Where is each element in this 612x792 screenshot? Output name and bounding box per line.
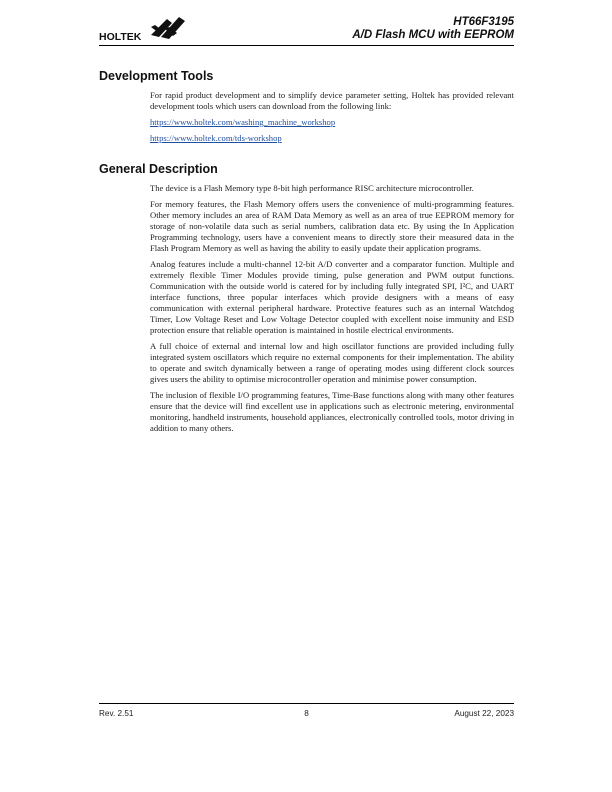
header-subtitle: A/D Flash MCU with EEPROM bbox=[352, 29, 514, 41]
description-paragraph: The device is a Flash Memory type 8-bit high performance RISC architecture microcontroller. bbox=[150, 183, 474, 193]
description-paragraph: Analog features include a multi-channel 12-bit A/D converter and a comparator function. Multiple and extremely flexible Timer Modules provide timing, pulse generation and PWM output functions. Communication with the outside world is catered for by including fully integrated SPI, I²C, and UART interface functions, three popular interfaces which provide designers with a means of easy communication with external peripheral hardware. Protective features such as an internal Watchdog Timer, Low Voltage Reset and Low Voltage Detector coupled with excellent noise immunity and ESD protection ensure that reliable operation is maintained in hostile electrical environments. bbox=[150, 259, 514, 335]
general-description-heading: General Description bbox=[99, 162, 218, 176]
page-number: 8 bbox=[304, 709, 309, 718]
part-number: HT66F3195 bbox=[453, 16, 514, 28]
description-paragraph: A full choice of external and internal low and high oscillator functions are provided including fully integrated system oscillators which require no external components for their implementation. The ability to operate and switch dynamically between a range of operating modes using different clock sources gives users the ability to optimise microcontroller operation and minimise power consumption. bbox=[150, 341, 514, 384]
development-tools-paragraph: For rapid product development and to simplify device parameter setting, Holtek has provided relevant development tools which users can download from the following link: bbox=[150, 90, 514, 111]
description-paragraph: For memory features, the Flash Memory offers users the convenience of multi-programming features. Other memory includes an area of RAM Data Memory as well as an area of true EEPROM memory for storage of non-volatile data such as serial numbers, calibration data etc. By using the In Application Programming technology, users have a convenient means to directly store their measured data in the Flash Program Memory as well as having the ability to easily update their application programs. bbox=[150, 199, 514, 253]
description-paragraph: The inclusion of flexible I/O programming features, Time-Base functions along with many other features ensure that the device will find excellent use in applications such as electronic metering, environmental monitoring, handheld instruments, household appliances, electronically controlled tools, motor driving in addition to many others. bbox=[150, 390, 514, 433]
page-header bbox=[99, 13, 514, 46]
washing-machine-workshop-link[interactable]: https://www.holtek.com/washing_machine_workshop bbox=[150, 117, 336, 127]
revision-label: Rev. 2.51 bbox=[99, 709, 134, 718]
page-footer bbox=[99, 703, 514, 724]
development-tools-heading: Development Tools bbox=[99, 69, 214, 83]
general-description-body bbox=[150, 183, 514, 439]
holtek-logo bbox=[99, 15, 189, 43]
logo-text: HOLTEK bbox=[99, 31, 142, 43]
tds-workshop-link[interactable]: https://www.holtek.com/tds-workshop bbox=[150, 133, 282, 143]
header-title-block bbox=[352, 16, 514, 42]
development-tools-body bbox=[150, 90, 514, 149]
footer-date: August 22, 2023 bbox=[454, 709, 514, 718]
